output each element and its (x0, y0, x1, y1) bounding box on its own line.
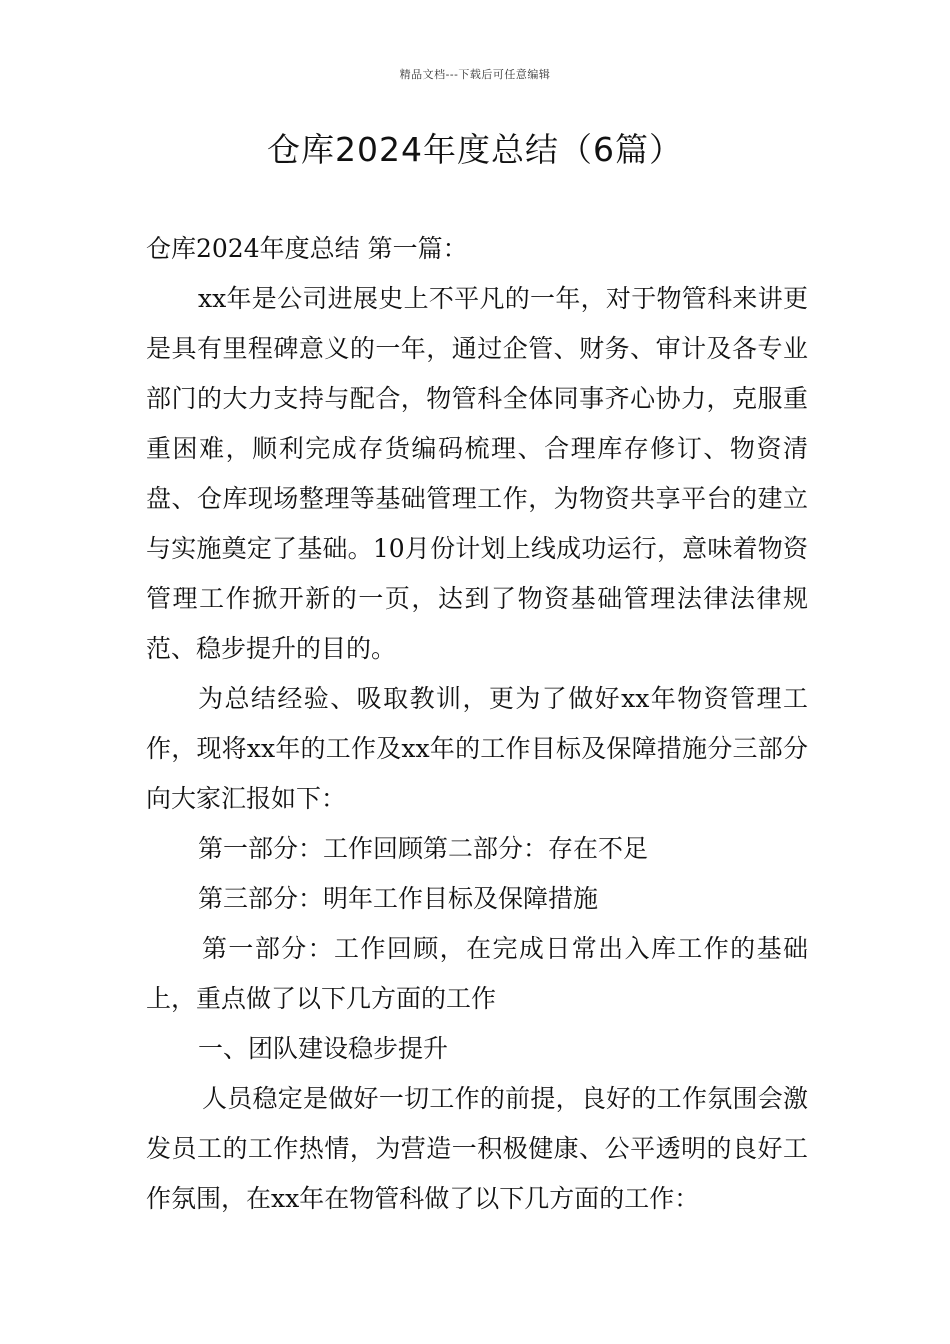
subheading-team-building: 一、团队建设稳步提升 (198, 1034, 449, 1063)
paragraph-staff-stability: 人员稳定是做好一切工作的前提，良好的工作氛围会激发员工的工作热情，为营造一积极健康、公平透明的良好工作氛围，在xx年在物管科做了以下几方面的工作： (146, 1084, 808, 1213)
document-title: 仓库2024年度总结（6篇） (267, 130, 683, 169)
paragraph-intro: xx年是公司进展史上不平凡的一年，对于物管科来讲更是具有里程碑意义的一年，通过企管、财务、审计及各专业部门的大力支持与配合，物管科全体同事齐心协力，克服重重困难，顺利完成存货编码梳理、合理库存修订、物资清盘、仓库现场整理等基础管理工作，为物资共享平台的建立与实施奠定了基础。10月份计划上线成功运行，意味着物资管理工作掀开新的一页，达到了物资基础管理法律法律规范、稳步提升的目的。 (146, 284, 808, 663)
document-body (146, 224, 808, 1224)
header-note: 精品文档---下载后可任意编辑 (399, 68, 551, 81)
paragraph-part-three: 第三部分：明年工作目标及保障措施 (198, 884, 599, 913)
paragraph-review: 第一部分：工作回顾，在完成日常出入库工作的基础上，重点做了以下几方面的工作 (146, 934, 808, 1013)
paragraph-part-one-two: 第一部分：工作回顾第二部分：存在不足 (198, 834, 649, 863)
paragraph-summary-purpose: 为总结经验、吸取教训，更为了做好xx年物资管理工作，现将xx年的工作及xx年的工作目标及保障措施分三部分向大家汇报如下： (146, 684, 808, 813)
section-heading: 仓库2024年度总结 第一篇： (146, 234, 468, 263)
